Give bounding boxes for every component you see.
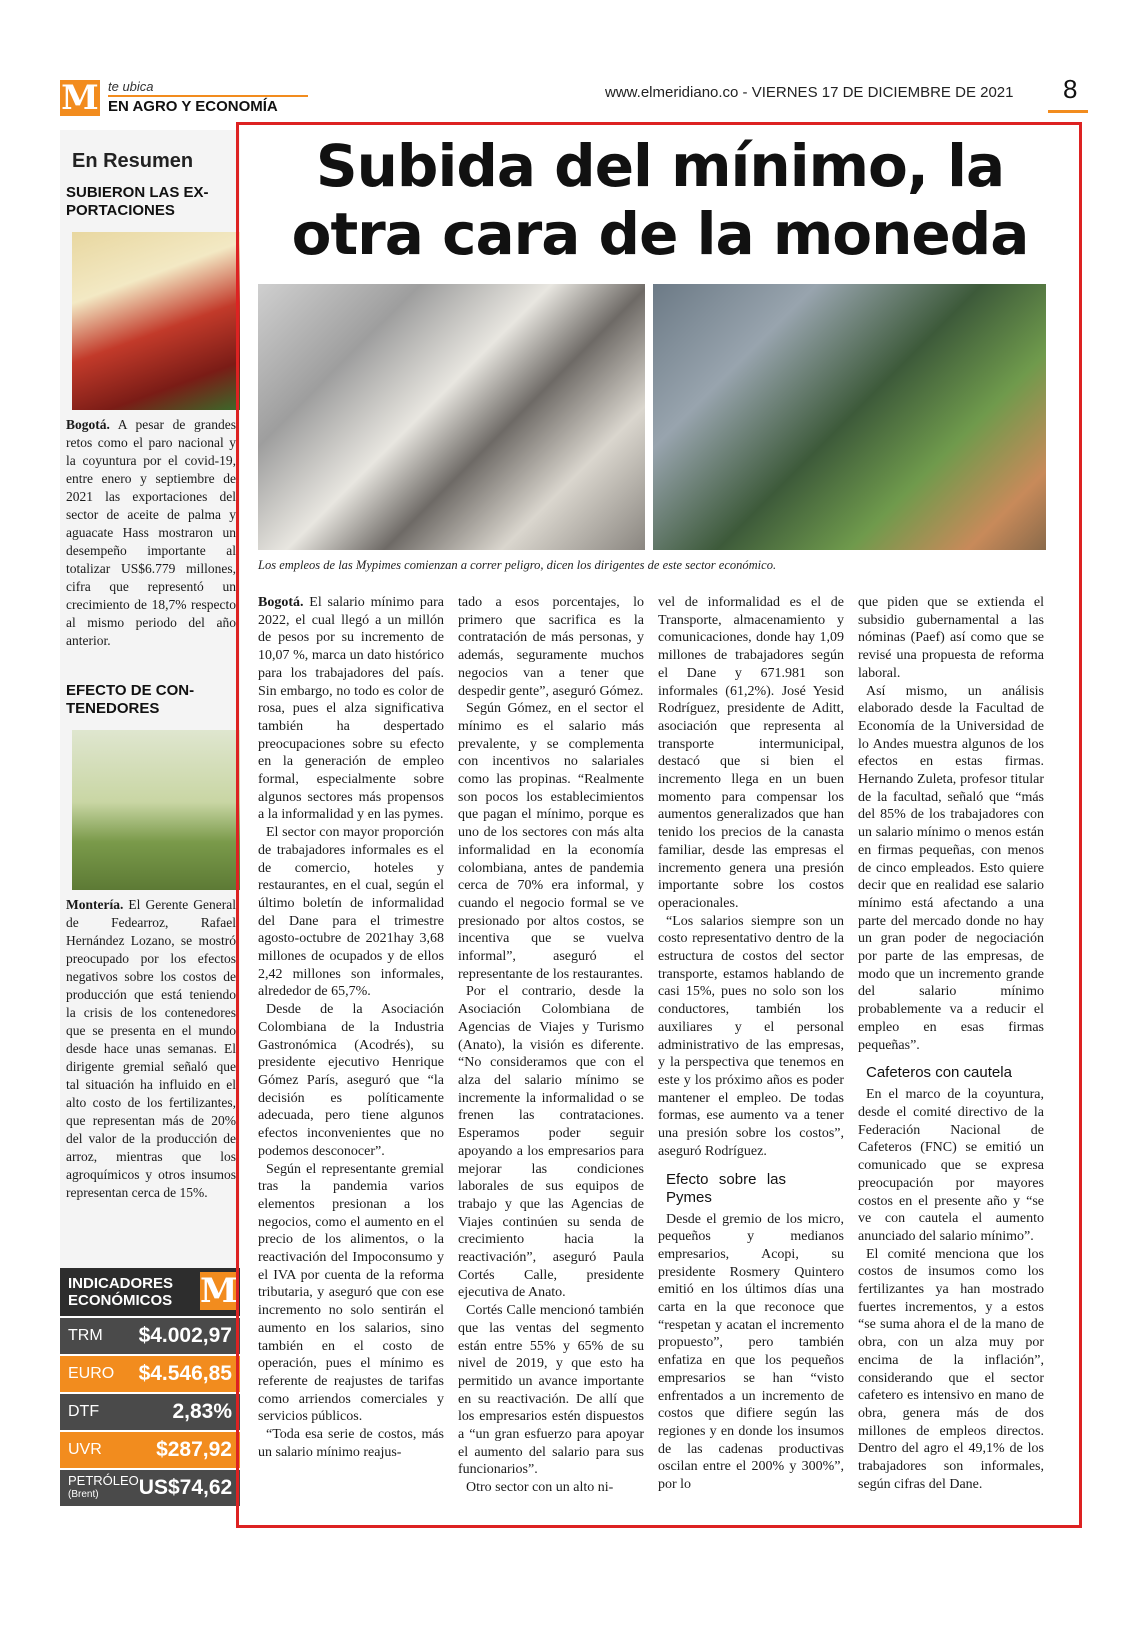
paragraph: Cortés Calle mencionó también que las ventas del segmento están entre 55% y 65% de su nivel de 2019, y que esto ha permitido un avance importante en su reactivación. De allí que los empresarios estén dispuestos a “un gran esfuerzo para apoyar el aumento del salario para sus funcionarios”. [458, 1303, 644, 1478]
sidebar-item2-lead: Montería. [66, 897, 124, 912]
indicator-label: DTF [68, 1403, 100, 1420]
paragraph: “Los salarios siempre son un costo representativo dentro de la estructura de costos del sector transporte, estamos hablando de casi 15%, pues no solo son los conductores, también los auxiliares y el personal administrativo de las empresas, y la perspectiva que tenemos en este y los próximo años es poder mantener el empleo. De todas formas, ese aumento va a tener una presión sobre los costos”, aseguró Rodríguez. [658, 913, 844, 1159]
paragraph: En el marco de la coyuntura, desde el comité directivo de la Federación Nacional de Cafeteros (FNC) se emitió un comunicado que se expresa preocupación por mayores costos en el presente año y “se ve con cautela el aumento anunciado del salario mínimo”. [858, 1087, 1044, 1244]
produce-workers-photo [653, 284, 1046, 550]
sidebar-item2-body [66, 896, 236, 1202]
indicator-label: TRM [68, 1327, 103, 1344]
indicator-value: $4.002,97 [138, 1324, 232, 1347]
masthead-tagline: te ubica [108, 79, 154, 94]
dateline: www.elmeridiano.co - VIERNES 17 DE DICIEMBRE DE 2021 [605, 84, 1014, 101]
article-column-4 [858, 594, 1044, 1493]
sidebar-item2-title: EFECTO DE CON-TENEDORES [66, 682, 195, 717]
paragraph: El comité menciona que los costos de insumos como los fertilizantes ya han mostrado fuertes incrementos, y a estos “se suma ahora el de la mano de obra, con un alza muy por encima de la inflación”, considerando que el sector cafetero es intensivo en mano de obra, genera más de dos millones de empleos directos. Dentro del agro el 49,1% de los trabajadores son informales, según cifras del Dane. [858, 1246, 1044, 1492]
indicator-row-trm [60, 1318, 240, 1354]
indicator-label: PETRÓLEO [68, 1473, 139, 1488]
paragraph: Otro sector con un alto ni- [466, 1480, 614, 1496]
indicator-row-dtf [60, 1394, 240, 1430]
paragraph: Desde el gremio de los micro, pequeños y medianos empresarios, Acopi, su presidente Rosmery Quintero emitió en los últimos días una carta en la que reconoce que “respetan y acatan el incremento propuesto”, pero también enfatiza en que los pequeños empresarios se han “visto enfrentados a un incremento de costos que difiere según las regiones y en donde los insumos de las cadenas productivas oscilan entre el 200% y 300%”, por lo [658, 1211, 844, 1493]
paragraph: Según el representante gremial tras la pandemia varios elementos presionan a los negocios, como el aumento en el precio de los alimentos, o la reactivación del Impoconsumo y el IVA por cuenta de la reforma tributaria, y aseguró que con ese incremento no solo sentirán el aumento en los salarios, sino también en el costo de operación, pues el mínimo es referente de reajustes de tarifas como arriendos comerciales y servicios públicos. [258, 1161, 444, 1425]
sidebar-item2-text: El Gerente General de Fedearroz, Rafael Hernández Lozano, se mostró preocupado por los efectos negativos sobre los costos de producción que está teniendo la crisis de los contenedores que se presenta en el mundo desde hace unas semanas. El dirigente gremial señaló que tal situación ha influido en el alto costo de los fertilizantes, que representan más de 20% del valor de la producción de arroz, mientras que los agroquímicos y otros insumos representan cerca de 15%. [66, 897, 236, 1200]
article-column-2 [458, 594, 644, 1497]
paragraph: que piden que se extienda el subsidio gubernamental a las nóminas (Paef) así como que se revisé una propuesta de reforma laboral. [858, 595, 1044, 681]
indicators-logo: M [200, 1271, 238, 1311]
indicator-label: UVR [68, 1441, 102, 1458]
indicator-label: EURO [68, 1365, 115, 1382]
indicator-label-group [68, 1475, 139, 1501]
page-number-underline [1048, 110, 1088, 113]
paragraph: “Toda esa serie de costos, más un salario mínimo reajus- [258, 1427, 444, 1460]
economic-indicators [60, 1268, 240, 1506]
sidebar-item1-text: A pesar de grandes retos como el paro nacional y la coyuntura por el covid-19, entre enero y septiembre de 2021 las exportaciones del sector de aceite de palma y aguacate Hass mostraron un desempeño importante al totalizar US$6.779 millones, cifra que representó un crecimiento de 18,7% respecto al mismo periodo del año anterior. [66, 417, 236, 648]
paragraph [258, 594, 444, 824]
paragraph: Desde de la Asociación Colombiana de la Industria Gastronómica (Acodrés), su presidente ejecutivo Henrique Gómez París, aseguró que “la decisión es políticamente adecuada, pero tiene algunos efectos inconvenientes que no podemos desconocer”. [258, 1002, 444, 1159]
indicator-row-petroleo [60, 1470, 240, 1506]
paragraph: El sector con mayor proporción de trabajadores informales es el de comercio, hoteles y restaurantes, en el cual, según el último boletín de informalidad del Dane para el trimestre agosto-octubre de 2021hay 3,68 millones de ocupados y de ellos 2,42 millones son informales, alrededor de 65,7%. [258, 825, 444, 1000]
indicators-header [60, 1268, 240, 1316]
page-number: 8 [1063, 74, 1078, 104]
paragraph: tado a esos porcentajes, lo primero que sacrifica es la contratación de más personas, y además, seguramente muchos negocios van a tener que despedir gente”, aseguró Gómez. [458, 595, 644, 699]
article-column-3 [658, 594, 844, 1494]
sidebar-heading: En Resumen [72, 150, 194, 172]
indicators-title-line1: INDICADORES [68, 1275, 174, 1292]
textile-workers-photo [258, 284, 645, 550]
paragraph: Por el contrario, desde la Asociación Colombiana de Agencias de Viajes y Turismo (Anato), la visión es diferente. “No consideramos que con el alza del salario mínimo se incremente la informalidad o se frenen las contrataciones. Esperamos poder seguir apoyando a los empresarios para mejorar las condiciones laborales de sus equipos de trabajo y que las Agencias de Viajes continúen su senda de crecimiento hacia la reactivación”, aseguró Paula Cortés Calle, presidente ejecutiva de Anato. [458, 984, 644, 1301]
indicator-value: 2,83% [172, 1400, 232, 1423]
indicator-row-uvr [60, 1432, 240, 1468]
paragraph: vel de informalidad es el de Transporte, almacenamiento y comunicaciones, donde hay 1,09 millones de trabajadores según el Dane y 671.981 son informales (61,2%). José Yesid Rodríguez, presidente de Aditt, asociación que representa al transporte intermunicipal, destacó que si bien el incremento llega en un buen momento para compensar los aumentos generalizados que han tenido los precios de la canasta familiar, desde las empresas el incremento genera una presión importante sobre los costos operacionales. [658, 595, 844, 911]
rice-farmer-image [72, 730, 240, 890]
masthead-divider [108, 95, 308, 97]
photo-caption: Los empleos de las Mypimes comienzan a correr peligro, dicen los dirigentes de este sector económico. [258, 558, 777, 572]
masthead-logo: M [61, 78, 99, 118]
indicator-row-euro [60, 1356, 240, 1392]
paragraph: Así mismo, un análisis elaborado desde la Facultad de Economía de la Universidad de lo Andes muestra algunos de los efectos en estas firmas. Hernando Zuleta, profesor titular de la facultad, señaló que “más del 85% de los trabajadores con un salario mínimo o menos están en firmas pequeñas, con menos de cinco empleados. Esto quiere decir que en realidad ese salario mínimo está afectando a una parte del mercado donde no hay un gran poder de negociación por parte de las empresas, de modo que un incremento grande del salario mínimo probablemente va a reducir el empleo en esas firmas pequeñas”. [858, 683, 1044, 1053]
palm-oil-image [72, 232, 240, 410]
article-headline: Subida del mínimo, la otra cara de la moneda [291, 132, 1029, 268]
subheading-cafeteros: Cafeteros con cautela [866, 1064, 1012, 1082]
indicator-value: $4.546,85 [138, 1362, 232, 1385]
indicator-sublabel: (Brent) [68, 1489, 99, 1500]
article-column-1 [258, 594, 444, 1461]
subheading-pymes: Efecto sobre las Pymes [666, 1170, 786, 1206]
indicator-value: US$74,62 [138, 1476, 233, 1499]
sidebar-item1-title: SUBIERON LAS EX-PORTACIONES [66, 184, 209, 219]
section-name: EN AGRO Y ECONOMÍA [108, 98, 278, 115]
indicator-value: $287,92 [156, 1438, 232, 1461]
indicators-title-line2: ECONÓMICOS [68, 1292, 173, 1309]
dateline-lead: Bogotá. [258, 595, 304, 610]
sidebar-item1-body [66, 416, 236, 650]
paragraph: Según Gómez, en el sector el mínimo es el salario más prevalente, y se complementa con incentivos no salariales como las propinas. “Realmente son pocos los establecimientos que pagan el mínimo, porque es uno de los sectores con más alta informalidad en la economía colombiana, antes de pandemia cerca de 70% era informal, y cuando el negocio formal se ve presionado por altos costos, se incentiva que se vuelva informal”, aseguró el representante de los restaurantes. [458, 701, 644, 982]
sidebar-item1-lead: Bogotá. [66, 417, 110, 432]
paragraph-text: El salario mínimo para 2022, el cual llegó a un millón de pesos por su incremento de 10,07 %, marca un dato histórico para los trabajadores del país. Sin embargo, no todo es color de rosa, pues el alza significativa también ha despertado preocupaciones sobre su efecto en la generación de empleo formal, especialmente sobre algunos sectores más propensos a la informalidad y en las pymes. [258, 595, 444, 823]
